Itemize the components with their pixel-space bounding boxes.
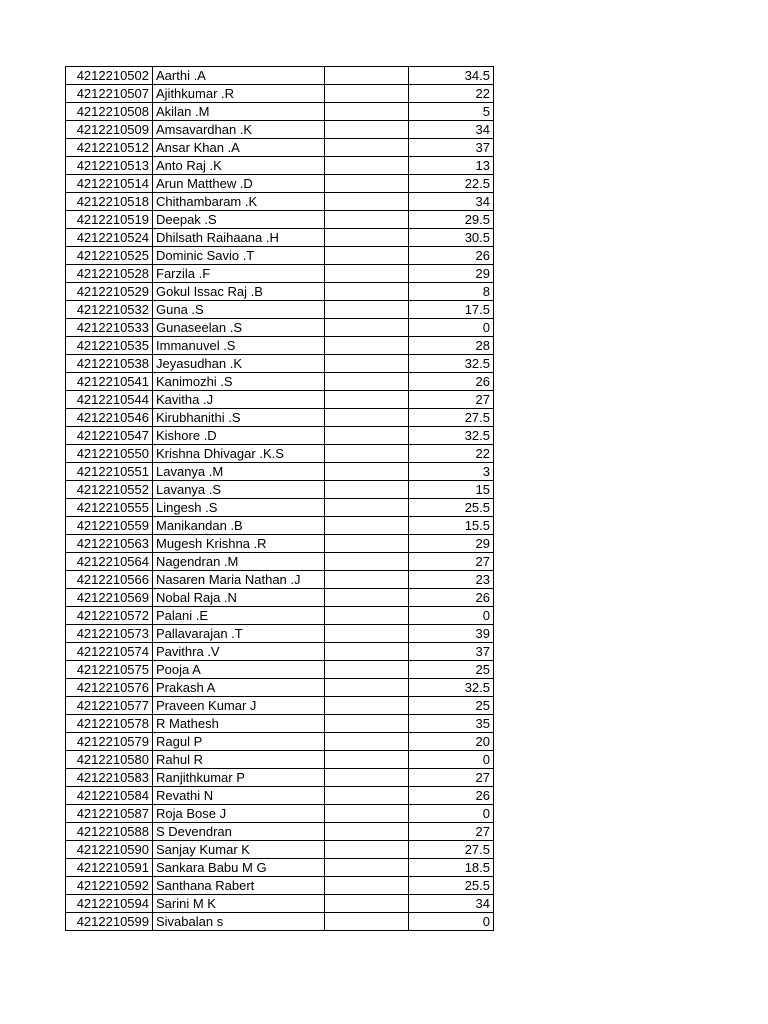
empty-cell [325,409,409,427]
mark-cell: 22 [409,85,494,103]
mark-cell: 37 [409,139,494,157]
student-name-cell: Nobal Raja .N [153,589,325,607]
register-number-cell: 4212210533 [66,319,153,337]
student-name-cell: Manikandan .B [153,517,325,535]
student-name-cell: Nagendran .M [153,553,325,571]
table-row [66,625,494,643]
student-name-cell: Lingesh .S [153,499,325,517]
empty-cell [325,373,409,391]
table-row [66,85,494,103]
student-name-cell: Akilan .M [153,103,325,121]
mark-cell: 25.5 [409,877,494,895]
empty-cell [325,805,409,823]
student-name-cell: Roja Bose J [153,805,325,823]
mark-cell: 27 [409,823,494,841]
register-number-cell: 4212210535 [66,337,153,355]
empty-cell [325,589,409,607]
table-row [66,247,494,265]
mark-cell: 29 [409,535,494,553]
table-row [66,121,494,139]
register-number-cell: 4212210591 [66,859,153,877]
mark-cell: 32.5 [409,679,494,697]
empty-cell [325,193,409,211]
empty-cell [325,877,409,895]
mark-cell: 35 [409,715,494,733]
student-name-cell: Lavanya .M [153,463,325,481]
register-number-cell: 4212210584 [66,787,153,805]
empty-cell [325,85,409,103]
student-name-cell: Rahul R [153,751,325,769]
empty-cell [325,841,409,859]
mark-cell: 15.5 [409,517,494,535]
mark-cell: 0 [409,751,494,769]
student-name-cell: Dhilsath Raihaana .H [153,229,325,247]
empty-cell [325,751,409,769]
register-number-cell: 4212210532 [66,301,153,319]
register-number-cell: 4212210509 [66,121,153,139]
empty-cell [325,769,409,787]
empty-cell [325,715,409,733]
mark-cell: 27 [409,769,494,787]
register-number-cell: 4212210513 [66,157,153,175]
table-row [66,499,494,517]
empty-cell [325,211,409,229]
register-number-cell: 4212210528 [66,265,153,283]
register-number-cell: 4212210518 [66,193,153,211]
empty-cell [325,319,409,337]
empty-cell [325,661,409,679]
table-row [66,571,494,589]
table-row [66,229,494,247]
student-name-cell: Deepak .S [153,211,325,229]
empty-cell [325,391,409,409]
mark-cell: 18.5 [409,859,494,877]
empty-cell [325,247,409,265]
table-row [66,805,494,823]
table-row [66,589,494,607]
empty-cell [325,265,409,283]
student-name-cell: Kavitha .J [153,391,325,409]
table-row [66,463,494,481]
student-name-cell: Ranjithkumar P [153,769,325,787]
table-row [66,355,494,373]
student-name-cell: Chithambaram .K [153,193,325,211]
empty-cell [325,103,409,121]
empty-cell [325,301,409,319]
empty-cell [325,679,409,697]
marks-table-body [66,67,494,931]
register-number-cell: 4212210547 [66,427,153,445]
table-row [66,751,494,769]
mark-cell: 32.5 [409,427,494,445]
register-number-cell: 4212210592 [66,877,153,895]
mark-cell: 5 [409,103,494,121]
register-number-cell: 4212210507 [66,85,153,103]
mark-cell: 26 [409,787,494,805]
empty-cell [325,787,409,805]
student-name-cell: Praveen Kumar J [153,697,325,715]
mark-cell: 34 [409,121,494,139]
mark-cell: 17.5 [409,301,494,319]
student-name-cell: Kirubhanithi .S [153,409,325,427]
student-name-cell: Pooja A [153,661,325,679]
empty-cell [325,517,409,535]
table-row [66,409,494,427]
student-name-cell: Sanjay Kumar K [153,841,325,859]
register-number-cell: 4212210580 [66,751,153,769]
mark-cell: 29 [409,265,494,283]
table-row [66,715,494,733]
register-number-cell: 4212210541 [66,373,153,391]
empty-cell [325,67,409,85]
student-name-cell: Immanuvel .S [153,337,325,355]
register-number-cell: 4212210502 [66,67,153,85]
table-row [66,427,494,445]
empty-cell [325,229,409,247]
mark-cell: 20 [409,733,494,751]
student-name-cell: Anto Raj .K [153,157,325,175]
register-number-cell: 4212210512 [66,139,153,157]
student-name-cell: Jeyasudhan .K [153,355,325,373]
table-row [66,607,494,625]
table-row [66,679,494,697]
register-number-cell: 4212210544 [66,391,153,409]
table-row [66,337,494,355]
table-row [66,787,494,805]
register-number-cell: 4212210575 [66,661,153,679]
register-number-cell: 4212210569 [66,589,153,607]
mark-cell: 22 [409,445,494,463]
empty-cell [325,445,409,463]
register-number-cell: 4212210599 [66,913,153,931]
student-name-cell: Pallavarajan .T [153,625,325,643]
mark-cell: 30.5 [409,229,494,247]
register-number-cell: 4212210525 [66,247,153,265]
mark-cell: 34 [409,193,494,211]
empty-cell [325,121,409,139]
mark-cell: 34 [409,895,494,913]
table-row [66,841,494,859]
table-row [66,769,494,787]
register-number-cell: 4212210508 [66,103,153,121]
mark-cell: 13 [409,157,494,175]
student-name-cell: Lavanya .S [153,481,325,499]
register-number-cell: 4212210546 [66,409,153,427]
mark-cell: 0 [409,319,494,337]
student-name-cell: Guna .S [153,301,325,319]
student-name-cell: R Mathesh [153,715,325,733]
table-row [66,175,494,193]
empty-cell [325,643,409,661]
register-number-cell: 4212210559 [66,517,153,535]
empty-cell [325,355,409,373]
mark-cell: 22.5 [409,175,494,193]
empty-cell [325,823,409,841]
table-row [66,265,494,283]
register-number-cell: 4212210573 [66,625,153,643]
empty-cell [325,499,409,517]
register-number-cell: 4212210564 [66,553,153,571]
mark-cell: 0 [409,607,494,625]
student-name-cell: Revathi N [153,787,325,805]
table-row [66,733,494,751]
register-number-cell: 4212210514 [66,175,153,193]
student-name-cell: Santhana Rabert [153,877,325,895]
mark-cell: 15 [409,481,494,499]
register-number-cell: 4212210577 [66,697,153,715]
student-name-cell: Amsavardhan .K [153,121,325,139]
mark-cell: 27.5 [409,409,494,427]
empty-cell [325,895,409,913]
table-row [66,859,494,877]
student-name-cell: Nasaren Maria Nathan .J [153,571,325,589]
register-number-cell: 4212210550 [66,445,153,463]
register-number-cell: 4212210538 [66,355,153,373]
student-name-cell: Ansar Khan .A [153,139,325,157]
table-row [66,895,494,913]
table-row [66,193,494,211]
student-name-cell: Sarini M K [153,895,325,913]
table-row [66,157,494,175]
mark-cell: 39 [409,625,494,643]
mark-cell: 29.5 [409,211,494,229]
mark-cell: 8 [409,283,494,301]
table-row [66,553,494,571]
student-name-cell: Palani .E [153,607,325,625]
table-row [66,697,494,715]
student-name-cell: Ajithkumar .R [153,85,325,103]
table-row [66,823,494,841]
student-name-cell: Farzila .F [153,265,325,283]
register-number-cell: 4212210583 [66,769,153,787]
mark-cell: 25 [409,661,494,679]
register-number-cell: 4212210563 [66,535,153,553]
empty-cell [325,859,409,877]
register-number-cell: 4212210519 [66,211,153,229]
table-row [66,319,494,337]
table-row [66,445,494,463]
table-row [66,283,494,301]
empty-cell [325,913,409,931]
empty-cell [325,139,409,157]
register-number-cell: 4212210578 [66,715,153,733]
mark-cell: 3 [409,463,494,481]
empty-cell [325,481,409,499]
table-row [66,517,494,535]
student-name-cell: Sankara Babu M G [153,859,325,877]
mark-cell: 26 [409,373,494,391]
student-name-cell: Prakash A [153,679,325,697]
table-row [66,877,494,895]
table-row [66,211,494,229]
empty-cell [325,625,409,643]
mark-cell: 37 [409,643,494,661]
mark-cell: 0 [409,805,494,823]
register-number-cell: 4212210576 [66,679,153,697]
empty-cell [325,337,409,355]
table-row [66,139,494,157]
empty-cell [325,607,409,625]
empty-cell [325,733,409,751]
student-name-cell: Mugesh Krishna .R [153,535,325,553]
empty-cell [325,427,409,445]
student-name-cell: S Devendran [153,823,325,841]
mark-cell: 25.5 [409,499,494,517]
empty-cell [325,175,409,193]
table-row [66,103,494,121]
student-name-cell: Kanimozhi .S [153,373,325,391]
mark-cell: 0 [409,913,494,931]
empty-cell [325,697,409,715]
student-name-cell: Sivabalan s [153,913,325,931]
table-row [66,67,494,85]
empty-cell [325,463,409,481]
register-number-cell: 4212210555 [66,499,153,517]
table-row [66,913,494,931]
table-row [66,481,494,499]
register-number-cell: 4212210579 [66,733,153,751]
student-name-cell: Dominic Savio .T [153,247,325,265]
mark-cell: 27 [409,553,494,571]
empty-cell [325,553,409,571]
register-number-cell: 4212210588 [66,823,153,841]
mark-cell: 26 [409,589,494,607]
register-number-cell: 4212210594 [66,895,153,913]
mark-cell: 28 [409,337,494,355]
register-number-cell: 4212210524 [66,229,153,247]
table-row [66,301,494,319]
student-name-cell: Ragul P [153,733,325,751]
student-name-cell: Krishna Dhivagar .K.S [153,445,325,463]
register-number-cell: 4212210590 [66,841,153,859]
table-row [66,373,494,391]
empty-cell [325,571,409,589]
empty-cell [325,283,409,301]
marks-table [65,66,494,931]
student-name-cell: Gokul Issac Raj .B [153,283,325,301]
student-name-cell: Kishore .D [153,427,325,445]
mark-cell: 26 [409,247,494,265]
register-number-cell: 4212210574 [66,643,153,661]
mark-cell: 27 [409,391,494,409]
mark-cell: 34.5 [409,67,494,85]
empty-cell [325,157,409,175]
student-name-cell: Arun Matthew .D [153,175,325,193]
table-row [66,643,494,661]
student-name-cell: Aarthi .A [153,67,325,85]
register-number-cell: 4212210529 [66,283,153,301]
student-name-cell: Pavithra .V [153,643,325,661]
student-name-cell: Gunaseelan .S [153,319,325,337]
mark-cell: 32.5 [409,355,494,373]
register-number-cell: 4212210566 [66,571,153,589]
table-row [66,661,494,679]
mark-cell: 25 [409,697,494,715]
table-row [66,535,494,553]
register-number-cell: 4212210572 [66,607,153,625]
table-row [66,391,494,409]
mark-cell: 27.5 [409,841,494,859]
empty-cell [325,535,409,553]
register-number-cell: 4212210587 [66,805,153,823]
register-number-cell: 4212210552 [66,481,153,499]
mark-cell: 23 [409,571,494,589]
register-number-cell: 4212210551 [66,463,153,481]
